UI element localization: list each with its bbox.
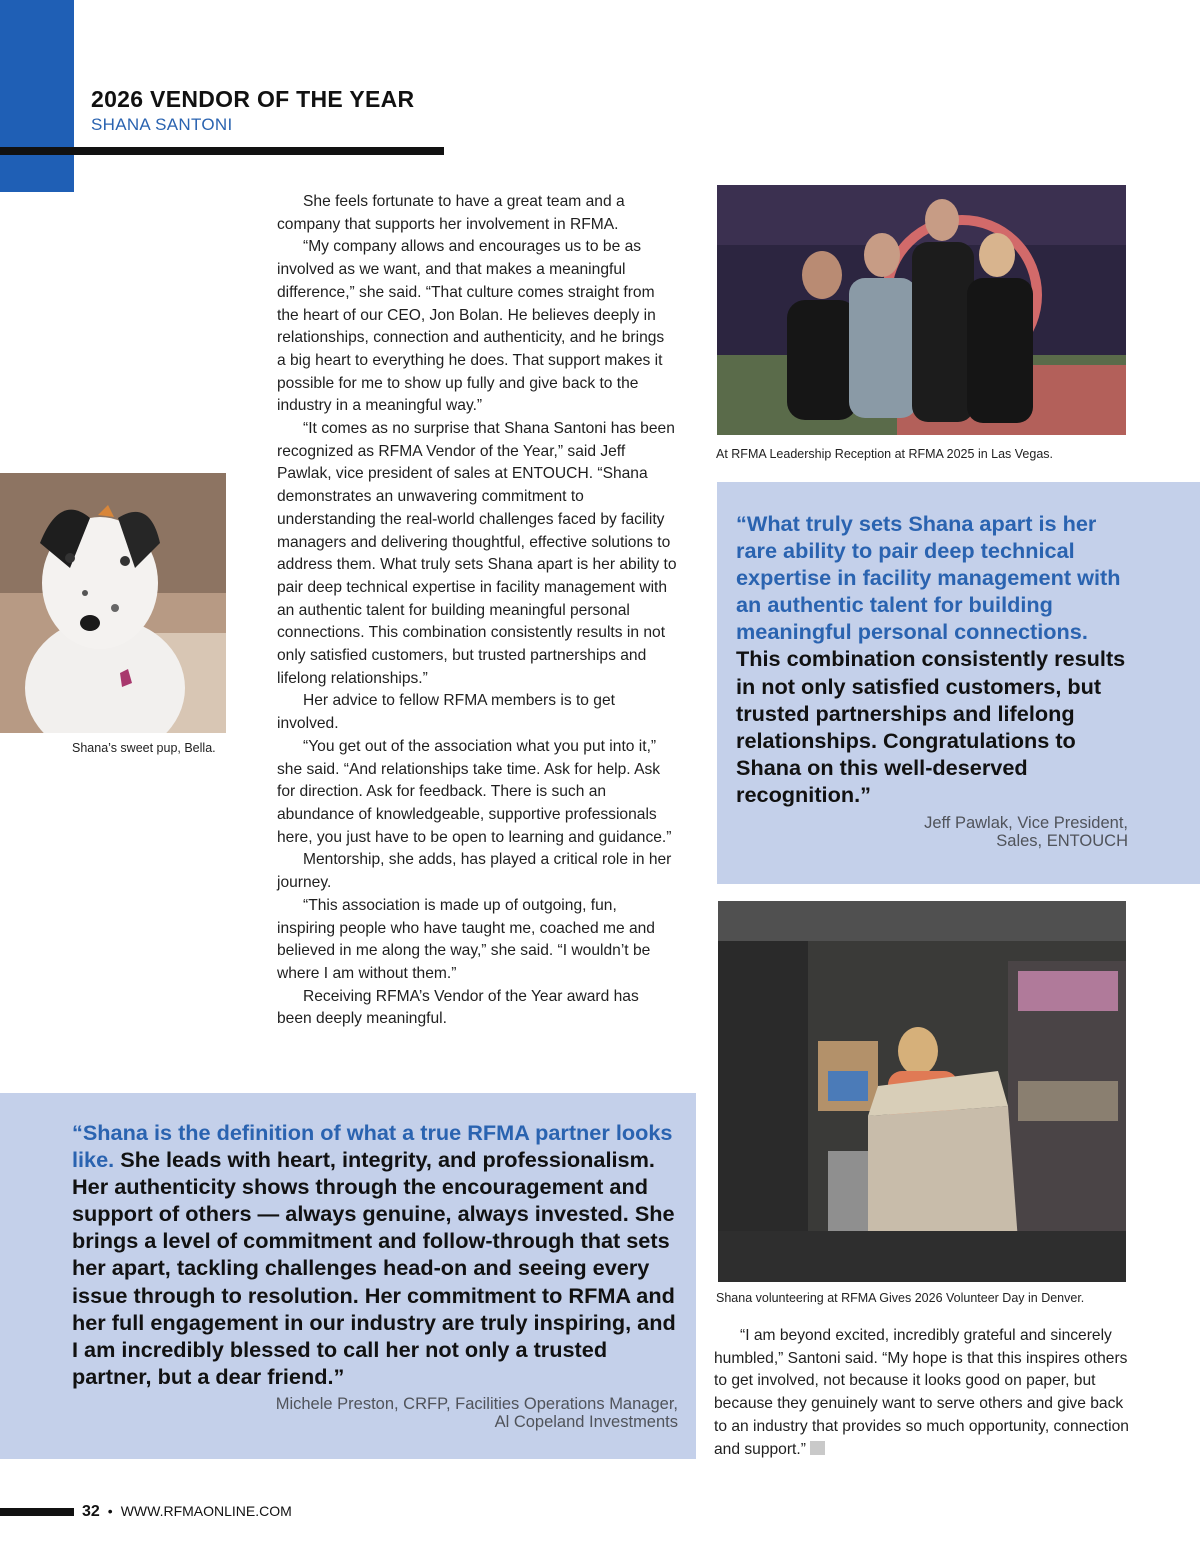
attribution-line: Michele Preston, CRFP, Facilities Operations Manager, [275,1395,678,1413]
paragraph: Her advice to fellow RFMA members is to get involved. [277,692,615,733]
paragraph: Receiving RFMA’s Vendor of the Year award has been deeply meaningful. [277,987,639,1028]
reception-photo [717,185,1126,435]
header-accent-block [0,0,74,192]
pull-quote-rest: This combination consistently results in not only satisfied customers, but trusted partnerships and lifelong relationships. Congratulations to Shana on this well-deserved recognition.” [736,646,1126,807]
pull-quote-attribution [924,814,1128,850]
pull-quote-highlight: “What truly sets Shana apart is her rare ability to pair deep technical expertise in facility management with an authentic talent for building meaningful personal connections. [736,511,1121,645]
pull-quote-attribution [276,1395,678,1431]
pull-quote-rest: She leads with heart, integrity, and professionalism. Her authenticity shows through the encouragement and support of others — always genuine, always invested. She brings a level of commitment and follow-through that sets her apart, tackling challenges head-on and seeing every issue through to resolution. Her commitment to RFMA and her full engagement in our industry are truly inspiring, and I am incredibly blessed to call her not only a trusted partner, but a dear friend.” [72,1147,676,1389]
page-number: 32 [82,1503,100,1520]
section-subtitle: SHANA SANTONI [91,115,233,134]
reception-photo-caption: At RFMA Leadership Reception at RFMA 2025 in Las Vegas. [716,447,1053,461]
paragraph: Mentorship, she adds, has played a critical role in her journey. [277,851,672,892]
pull-quote-highlight: “Shana is the definition of what a true RFMA partner looks like. [72,1120,673,1173]
section-title: 2026 VENDOR OF THE YEAR [91,86,415,112]
end-mark-icon [810,1441,825,1455]
paragraph: “You get out of the association what you put into it,” she said. “And relationships take time. Ask for help. Ask for direction. Ask for feedback. There is such an abundance of knowledgeable, supportive professionals here, you just have to be open to learning and guidance.” [277,737,672,846]
paragraph-text: “I am beyond excited, incredibly grateful and sincerely humbled,” Santoni said. “My hope is that this inspires others to get involved, not because it looks good on paper, but because they genuinely want to serve others and give back to an industry that provides so much opportunity, connection and support.” [714,1327,1129,1458]
pull-quote-michele-preston [0,1093,696,1459]
dog-photo-caption: Shana’s sweet pup, Bella. [72,741,216,755]
footer-url[interactable]: WWW.RFMAONLINE.COM [120,1503,292,1519]
attribution-line: Al Copeland Investments [494,1413,678,1431]
page-footer [82,1503,292,1521]
header-rule [0,147,444,155]
paragraph: “It comes as no surprise that Shana Santoni has been recognized as RFMA Vendor of the Year,” said Jeff Pawlak, vice president of sales at ENTOUCH. “Shana demonstrates an unwavering commitment to understanding the real-world challenges faced by facility managers and delivering thoughtful, effective solutions to address them. What truly sets Shana apart is her ability to pair deep technical expertise in facility management with an authentic talent for building meaningful personal connections. This combination consistently results in not only satisfied customers, but trusted partnerships and lifelong relationships.” [277,420,677,687]
pull-quote-text [736,510,1136,808]
article-body-right [714,1325,1134,1461]
paragraph: “My company allows and encourages us to be as involved as we want, and that makes a meaningful difference,” she said. “That culture comes straight from the heart of our CEO, Jon Bolan. He believes deeply in relationships, connection and authenticity, and he brings a big heart to everything he does. That support makes it possible for me to show up fully and give back to the industry in a meaningful way.” [277,238,665,415]
article-body-left [277,191,677,1031]
footer-bar [0,1508,74,1516]
paragraph: She feels fortunate to have a great team and a company that supports her involvement in RFMA. [277,193,625,233]
attribution-line: Sales, ENTOUCH [996,832,1128,850]
pull-quote-text [72,1119,687,1390]
pull-quote-jeff-pawlak [717,482,1200,884]
volunteer-photo [718,901,1126,1282]
paragraph: “This association is made up of outgoing, fun, inspiring people who have taught me, coached me and believed in me along the way,” she said. “I wouldn’t be where I am without them.” [277,896,655,982]
paragraph [714,1325,1134,1461]
footer-separator: • [107,1503,113,1519]
attribution-line: Jeff Pawlak, Vice President, [924,814,1128,832]
dog-photo [0,473,226,733]
volunteer-photo-caption: Shana volunteering at RFMA Gives 2026 Volunteer Day in Denver. [716,1291,1085,1305]
